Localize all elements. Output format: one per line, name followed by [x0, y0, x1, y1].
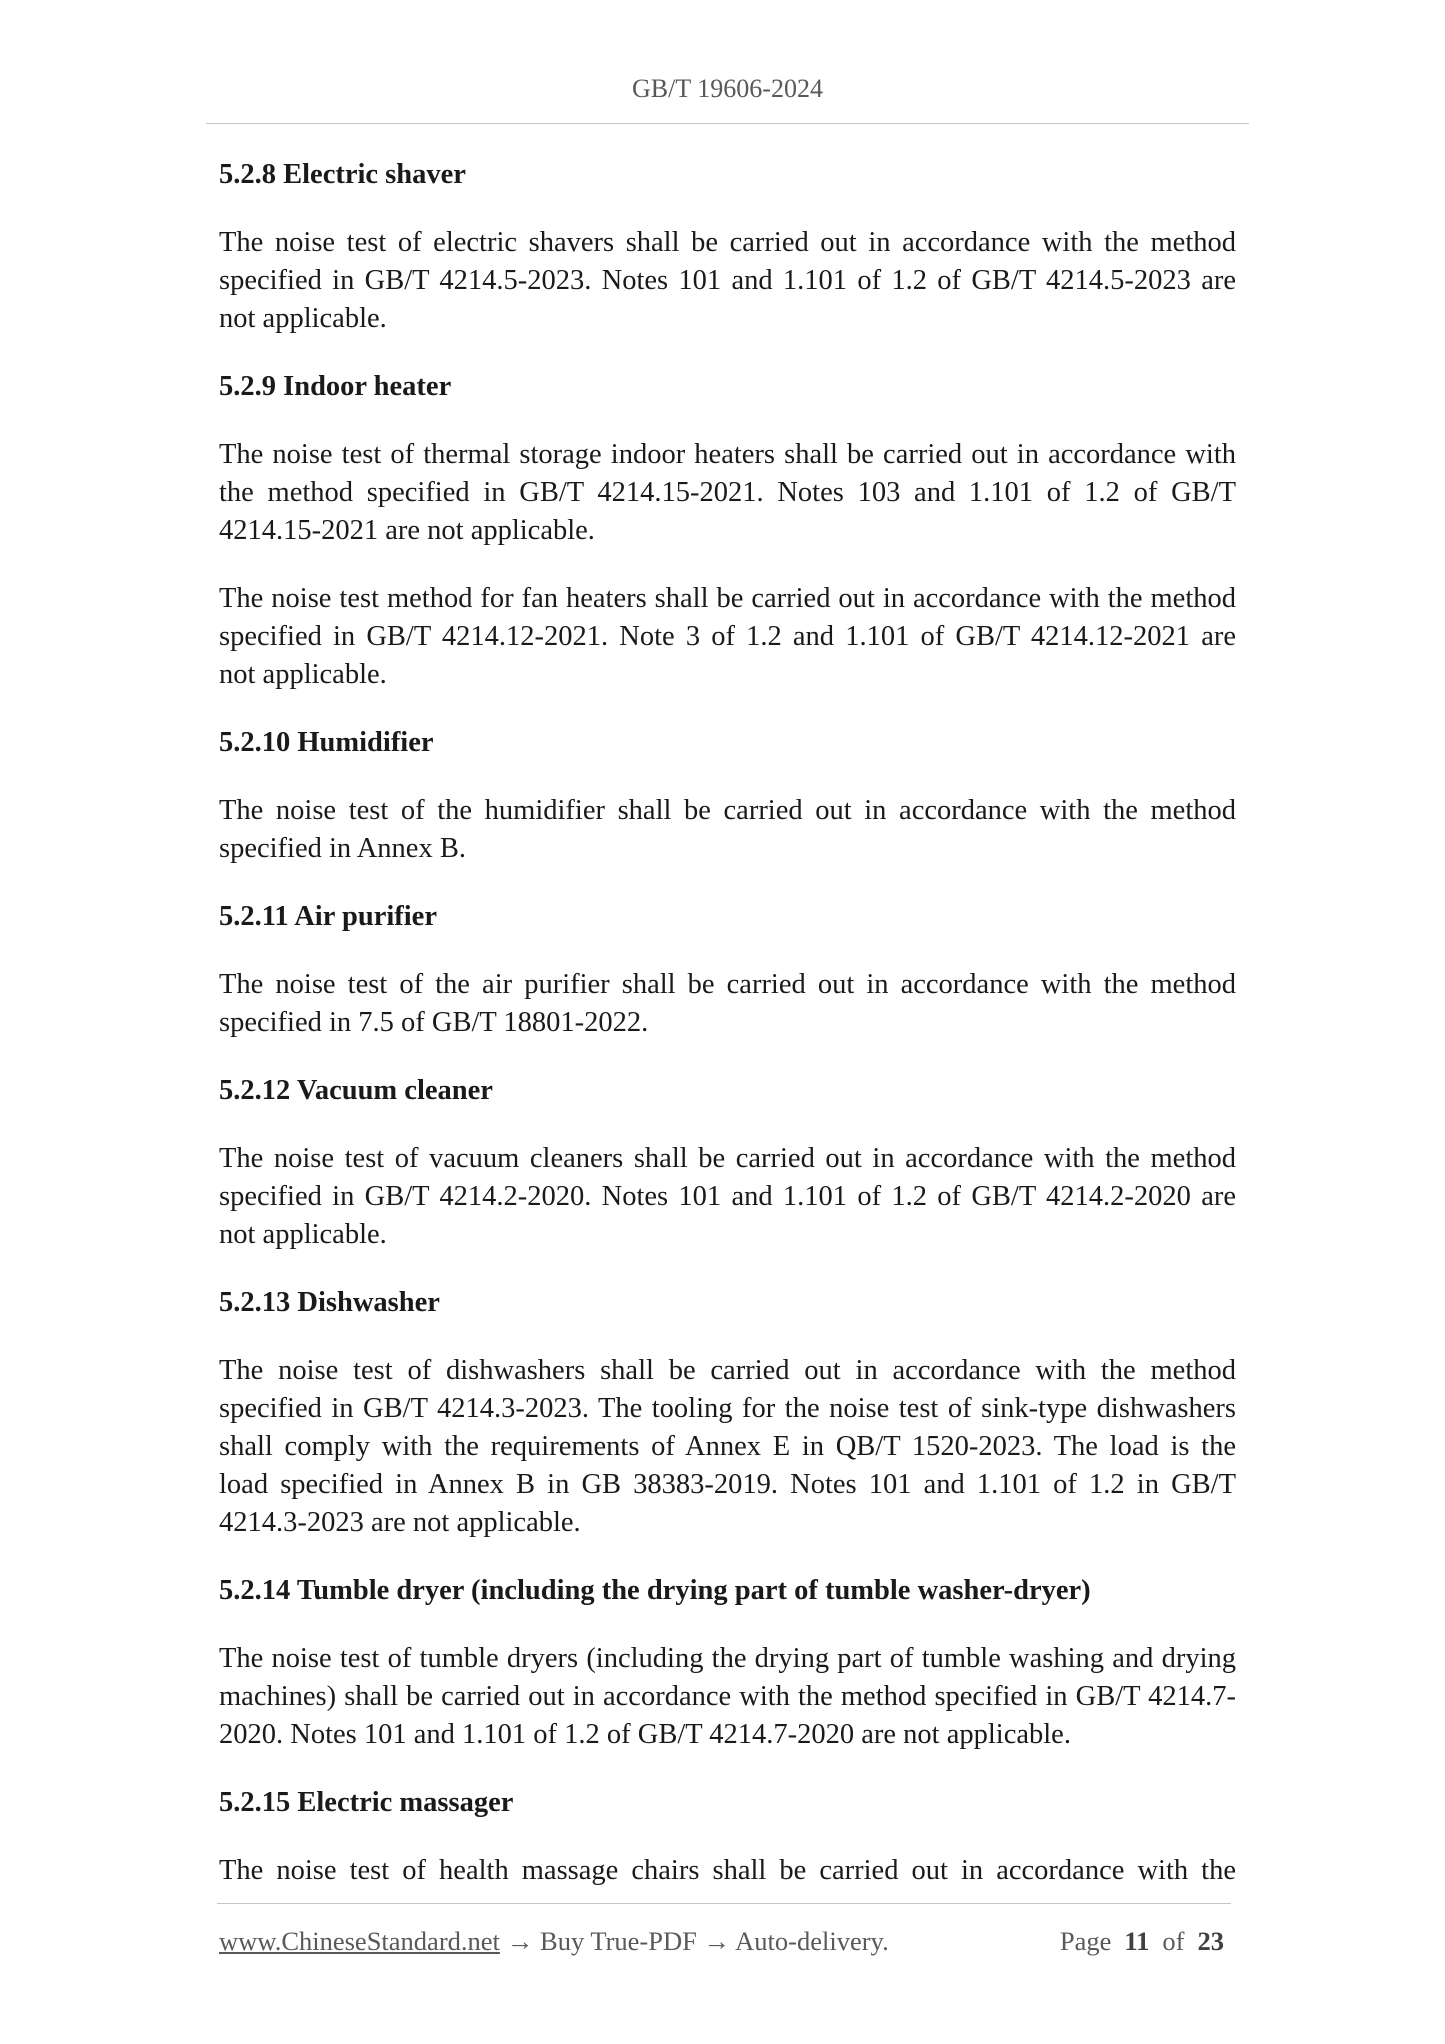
text-line: specified in GB/T 4214.12-2021. Note 3 of 1.2 and 1.101 of GB/T 4214.12-2021 are [219, 621, 1236, 652]
text-line: specified in GB/T 4214.3-2023. The tooling for the noise test of sink-type dishwashers [219, 1393, 1236, 1424]
text-line: 4214.15-2021 are not applicable. [219, 515, 595, 546]
page-total: 23 [1197, 1926, 1224, 1956]
text-line: shall comply with the requirements of Annex E in QB/T 1520-2023. The load is the [219, 1431, 1236, 1462]
footer-divider [217, 1903, 1231, 1904]
text-line: The noise test method for fan heaters shall be carried out in accordance with the method [219, 583, 1236, 614]
text-line: specified in 7.5 of GB/T 18801-2022. [219, 1007, 649, 1038]
website-link[interactable]: www.ChineseStandard.net [219, 1926, 500, 1956]
text-line: 2020. Notes 101 and 1.101 of 1.2 of GB/T 4214.7-2020 are not applicable. [219, 1719, 1071, 1750]
text-line: The noise test of tumble dryers (including the drying part of tumble washing and drying [219, 1643, 1236, 1674]
text-line: specified in GB/T 4214.5-2023. Notes 101 and 1.101 of 1.2 of GB/T 4214.5-2023 are [219, 265, 1236, 296]
section-5-2-9 [219, 368, 1236, 694]
section-5-2-11 [219, 898, 1236, 1042]
paragraph [219, 1352, 1236, 1542]
section-heading: 5.2.9 Indoor heater [219, 371, 452, 402]
section-heading: 5.2.14 Tumble dryer (including the drying part of tumble washer-dryer) [219, 1575, 1091, 1606]
paragraph [219, 792, 1236, 868]
paragraph [219, 436, 1236, 550]
text-line: not applicable. [219, 303, 387, 334]
section-heading: 5.2.12 Vacuum cleaner [219, 1075, 493, 1106]
section-5-2-15 [219, 1784, 1236, 1890]
paragraph [219, 580, 1236, 694]
text-line: not applicable. [219, 1219, 387, 1250]
section-5-2-12 [219, 1072, 1236, 1254]
paragraph [219, 1140, 1236, 1254]
text-line: The noise test of thermal storage indoor heaters shall be carried out in accordance with [219, 439, 1236, 470]
text-line: 4214.3-2023 are not applicable. [219, 1507, 581, 1538]
text-line: The noise test of electric shavers shall be carried out in accordance with the method [219, 227, 1236, 258]
section-5-2-13 [219, 1284, 1236, 1542]
section-heading: 5.2.8 Electric shaver [219, 159, 466, 190]
header-divider [206, 123, 1249, 124]
text-line: machines) shall be carried out in accordance with the method specified in GB/T 4214.7- [219, 1681, 1236, 1712]
document-body [219, 156, 1236, 1890]
text-line: not applicable. [219, 659, 387, 690]
footer-promo [219, 1924, 889, 1958]
text-line: The noise test of vacuum cleaners shall be carried out in accordance with the method [219, 1143, 1236, 1174]
text-line: The noise test of the air purifier shall be carried out in accordance with the method [219, 969, 1236, 1000]
section-5-2-10 [219, 724, 1236, 868]
page-indicator [1060, 1924, 1224, 1958]
text-line: the method specified in GB/T 4214.15-2021. Notes 103 and 1.101 of 1.2 of GB/T [219, 477, 1236, 508]
paragraph [219, 1852, 1236, 1890]
text-line: specified in GB/T 4214.2-2020. Notes 101 and 1.101 of 1.2 of GB/T 4214.2-2020 are [219, 1181, 1236, 1212]
text-line: The noise test of dishwashers shall be carried out in accordance with the method [219, 1355, 1236, 1386]
text-line: The noise test of the humidifier shall be carried out in accordance with the method [219, 795, 1236, 826]
paragraph [219, 966, 1236, 1042]
section-heading: 5.2.10 Humidifier [219, 727, 434, 758]
text-line: load specified in Annex B in GB 38383-2019. Notes 101 and 1.101 of 1.2 in GB/T [219, 1469, 1236, 1500]
section-5-2-8 [219, 156, 1236, 338]
page-label: Page [1059, 1926, 1112, 1956]
page-of-label: of [1162, 1926, 1185, 1956]
page-current: 11 [1124, 1926, 1150, 1956]
section-5-2-14 [219, 1572, 1236, 1754]
section-heading: 5.2.13 Dishwasher [219, 1287, 440, 1318]
section-heading: 5.2.11 Air purifier [219, 901, 437, 932]
text-line: specified in Annex B. [219, 833, 466, 864]
footer-promo-text: → Buy True-PDF → Auto-delivery. [506, 1926, 889, 1956]
paragraph [219, 224, 1236, 338]
paragraph [219, 1640, 1236, 1754]
section-heading: 5.2.15 Electric massager [219, 1787, 514, 1818]
page-header-title: GB/T 19606-2024 [632, 74, 823, 103]
text-line: The noise test of health massage chairs shall be carried out in accordance with the [219, 1855, 1236, 1886]
